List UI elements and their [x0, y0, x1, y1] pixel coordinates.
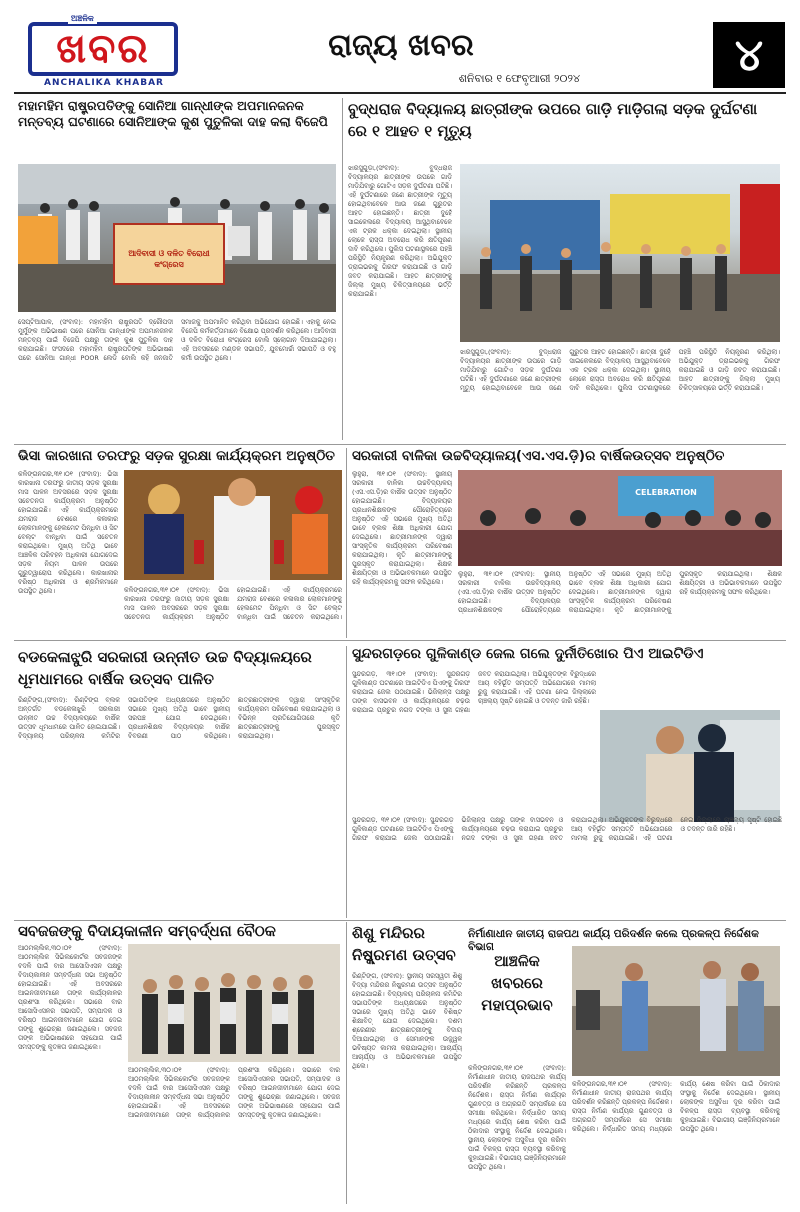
headline-a3[interactable]: ଭିସା କାରଖାନା ତରଫରୁ ସଡ଼କ ସୁରକ୍ଷା କାର୍ଯ୍ୟକ୍ରମ ଅନୁଷ୍ଠିତ	[18, 448, 335, 464]
page-number: ୪	[713, 22, 785, 88]
headline-a4[interactable]: ସରକାରୀ ବାଳିକା ଉଚ୍ଚବିଦ୍ୟାଳୟ(ଏସ.ଏସ.ଡ଼ି)ର ବାର୍ଷିକଉତ୍ସବ ଅନୁଷ୍ଠିତ	[352, 448, 725, 464]
column-divider	[346, 646, 347, 918]
highway-illustration	[572, 946, 780, 1076]
road-safety-illustration	[124, 470, 342, 580]
photo-highway-inspection[interactable]	[572, 946, 780, 1076]
promo-line-2: ଖବରରେ	[491, 974, 543, 992]
masthead-divider	[14, 92, 786, 94]
logo-badge: ଅଞ୍ଚଳିକ	[68, 14, 97, 24]
row-divider-1	[14, 444, 786, 445]
annual-function-illustration	[458, 470, 782, 566]
arrest-illustration	[600, 710, 780, 822]
headline-a1[interactable]: ମହାମହିମ ରାଷ୍ଟ୍ରପତିଙ୍କୁ ସୋନିଆ ଗାନ୍ଧୀଙ୍କ ଅପମାନଜନକ ମନ୍ତବ୍ୟ ଘଟଣାରେ ସୋନିଆଙ୍କ କୁଶ ପୁତୁଳିକା ଦାହ କଲା ବିଜେପି	[18, 98, 328, 129]
body-a4-col2: ଲୁହୁରା, ୩୧।୦୧ (ସଂବାଦ): ସ୍ଥାନୀୟ ସରକାରୀ ବାଳିକା ଉଚ୍ଚବିଦ୍ୟାଳୟ (ଏସ.ଏସ.ଡ଼ି)ର ବାର୍ଷିକ ଉତ୍ସବ ଅନୁଷ୍ଠିତ ହୋଇଯାଇଛି। ବିଦ୍ୟାଳୟର ପ୍ରଧାନଶିକ୍ଷକଙ୍କ ପୌରୋହିତ୍ୟରେ ଅନୁଷ୍ଠିତ ଏହି ସଭାରେ ମୁଖ୍ୟ ଅତିଥି ଭାବେ ବ୍ଲକ ଶିକ୍ଷା ଅଧିକାରୀ ଯୋଗ ଦେଇଥିଲେ। ଛାତ୍ରୀମାନଙ୍କ ଦ୍ୱାରା ସାଂସ୍କୃତିକ କାର୍ଯ୍ୟକ୍ରମ ପରିବେଷଣ କରାଯାଇଥିଲା। କୃତି ଛାତ୍ରୀମାନଙ୍କୁ ପୁରସ୍କୃତ କରାଯାଇଥିଲା। ଶିକ୍ଷକ ଶିକ୍ଷୟିତ୍ରୀ ଓ ଅଭିଭାବକମାନେ ଉପସ୍ଥିତ ରହି କାର୍ଯ୍ୟକ୍ରମକୁ ସଫଳ କରିଥିଲେ।	[458, 570, 782, 614]
body-a9-col2: କଳିଙ୍ଗନଗର,୩୧।୦୧ (ସଂବାଦ): ନିର୍ମାଣାଧୀନ ଜାତୀୟ ରାଜପଥର କାର୍ଯ୍ୟ ପରିଦର୍ଶନ କରିଛନ୍ତି ପ୍ରକଳ୍ପ ନିର୍ଦ୍ଦେଶକ। ରାସ୍ତା ନିର୍ମାଣ କାର୍ଯ୍ୟର ଗୁଣବତ୍ତା ଓ ଅଗ୍ରଗତି ସମ୍ପର୍କରେ ସେ ସମୀକ୍ଷା କରିଥିଲେ। ନିର୍ଦ୍ଧାରିତ ସମୟ ମଧ୍ୟରେ କାର୍ଯ୍ୟ ଶେଷ କରିବା ପାଇଁ ଠିକାଦାର ସଂସ୍ଥାକୁ ନିର୍ଦ୍ଦେଶ ଦେଇଥିଲେ। ସ୍ଥାନୀୟ ଲୋକଙ୍କ ଅସୁବିଧା ଦୂର କରିବା ପାଇଁ ବିକଳ୍ପ ରାସ୍ତା ବ୍ୟବସ୍ଥା କରିବାକୁ କୁହାଯାଇଛି। ବିଭାଗୀୟ ଇଞ୍ଜିନିୟରମାନେ ଉପସ୍ଥିତ ଥିଲେ।	[572, 1080, 780, 1133]
body-a2-col2: ଝାରସୁଗୁଡ଼ା,(ସଂବାଦ): ବୁଦ୍ଧରାଜ ବିଦ୍ୟାଳୟର ଛାତ୍ରୀଙ୍କ ଉପରେ ଗାଡ଼ି ମାଡ଼ିଯିବାରୁ ଗୋଟିଏ ସଡ଼କ ଦୁର୍ଘଟଣା ଘଟିଛି। ଏହି ଦୁର୍ଘଟଣାରେ ଜଣେ ଛାତ୍ରୀଙ୍କ ମୃତ୍ୟୁ ହୋଇଥିବାବେଳେ ଆଉ ଜଣେ ଗୁରୁତର ଆହତ ହୋଇଛନ୍ତି। ଛାତ୍ରୀ ଦୁହେଁ ସାଇକେଲରେ ବିଦ୍ୟାଳୟ ଆସୁଥିବାବେଳେ ଏକ ଟ୍ରକ ଧକ୍କା ଦେଇଥିଲା। ସ୍ଥାନୀୟ ଲୋକେ ରାସ୍ତା ଅବରୋଧ କରି କ୍ଷତିପୂରଣ ଦାବି କରିଥିଲେ। ପୁଲିସ ଘଟଣାସ୍ଥଳରେ ପହଞ୍ଚି ପରିସ୍ଥିତି ନିୟନ୍ତ୍ରଣ କରିଥିଲା। ଅଭିଯୁକ୍ତ ଡ୍ରାଇଭରକୁ ଗିରଫ କରାଯାଇଛି ଓ ଗାଡ଼ି ଜବତ କରାଯାଇଛି। ଆହତ ଛାତ୍ରୀଙ୍କୁ ଜିଲ୍ଲା ମୁଖ୍ୟ ଚିକିତ୍ସାଳୟରେ ଭର୍ତ୍ତି କରାଯାଇଛି।	[460, 348, 780, 392]
photo-accident[interactable]	[460, 164, 780, 342]
row-divider-3	[14, 920, 786, 921]
headline-a9[interactable]: ନିର୍ମାଣାଧୀନ ଜାତୀୟ ରାଜପଥ କାର୍ଯ୍ୟ ପରିଦର୍ଶନ କଲେ ପ୍ରକଳ୍ପ ନିର୍ଦ୍ଦେଶକ ବିଭାଗ	[468, 928, 759, 954]
headline-a2[interactable]: ବୁଦ୍ଧରାଜ ବିଦ୍ୟାଳୟ ଛାତ୍ରୀଙ୍କ ଉପରେ ଗାଡ଼ି ମାଡ଼ିଗଲା ସଡ଼କ ଦୁର୍ଘଟଣା ରେ ୧ ଆହତ ୧ ମୃତ୍ୟୁ	[348, 100, 758, 140]
logo-subtitle: ANCHALIKA KHABAR	[44, 78, 164, 88]
photo-annual-function[interactable]	[458, 470, 782, 566]
protest-illustration	[18, 164, 336, 312]
body-a2-col1: ଝାରସୁଗୁଡ଼ା,(ସଂବାଦ): ବୁଦ୍ଧରାଜ ବିଦ୍ୟାଳୟର ଛାତ୍ରୀଙ୍କ ଉପରେ ଗାଡ଼ି ମାଡ଼ିଯିବାରୁ ଗୋଟିଏ ସଡ଼କ ଦୁର୍ଘଟଣା ଘଟିଛି। ଏହି ଦୁର୍ଘଟଣାରେ ଜଣେ ଛାତ୍ରୀଙ୍କ ମୃତ୍ୟୁ ହୋଇଥିବାବେଳେ ଆଉ ଜଣେ ଗୁରୁତର ଆହତ ହୋଇଛନ୍ତି। ଛାତ୍ରୀ ଦୁହେଁ ସାଇକେଲରେ ବିଦ୍ୟାଳୟ ଆସୁଥିବାବେଳେ ଏକ ଟ୍ରକ ଧକ୍କା ଦେଇଥିଲା। ସ୍ଥାନୀୟ ଲୋକେ ରାସ୍ତା ଅବରୋଧ କରି କ୍ଷତିପୂରଣ ଦାବି କରିଥିଲେ। ପୁଲିସ ଘଟଣାସ୍ଥଳରେ ପହଞ୍ଚି ପରିସ୍ଥିତି ନିୟନ୍ତ୍ରଣ କରିଥିଲା। ଅଭିଯୁକ୍ତ ଡ୍ରାଇଭରକୁ ଗିରଫ କରାଯାଇଛି ଓ ଗାଡ଼ି ଜବତ କରାଯାଇଛି। ଆହତ ଛାତ୍ରୀଙ୍କୁ ଜିଲ୍ଲା ମୁଖ୍ୟ ଚିକିତ୍ସାଳୟରେ ଭର୍ତ୍ତି କରାଯାଇଛି।	[348, 164, 452, 298]
photo-road-safety[interactable]	[124, 470, 342, 580]
issue-date: ଶନିବାର ୧ ଫେବୃଆରୀ ୨୦୨୪	[458, 72, 580, 85]
body-a3-col1: କଳିଙ୍ଗନଗର,୩୧।୦୧ (ସଂବାଦ): ଭିସା କାରଖାନା ତରଫରୁ ଜାତୀୟ ସଡ଼କ ସୁରକ୍ଷା ମାସ ପାଳନ ଅବସରରେ ସଡ଼କ ସୁରକ୍ଷା ସଚେତନତା କାର୍ଯ୍ୟକ୍ରମ ଅନୁଷ୍ଠିତ ହୋଇଯାଇଛି। ଏହି କାର୍ଯ୍ୟକ୍ରମରେ ଯମରାଜ ବେଶରେ କଳାକାର ଲୋକମାନଙ୍କୁ ହେଲମେଟ ପିନ୍ଧିବା ଓ ସିଟ ବେଲ୍ଟ ବାନ୍ଧିବା ପାଇଁ ସଚେତନ କରାଇଥିଲେ। ମୁଖ୍ୟ ଅତିଥି ଭାବେ ଆଞ୍ଚଳିକ ପରିବହନ ଅଧିକାରୀ ଯୋଗଦେଇ ସଡ଼କ ନିୟମ ପାଳନ ଉପରେ ଗୁରୁତ୍ୱାରୋପ କରିଥିଲେ। କାରଖାନାର ବରିଷ୍ଠ ଅଧିକାରୀ ଓ ଶ୍ରମିକମାନେ ଉପସ୍ଥିତ ଥିଲେ।	[18, 470, 118, 595]
body-a7-col1: ଆଠମଲ୍ଲିକ,୩୦।୦୧ (ସଂବାଦ): ଆଠମଲ୍ଲିକ ସିଭିଲକୋର୍ଟର ସବଜଜଙ୍କ ବଦଳି ପାଇଁ ବାର ଆସୋସିଏସନ ପକ୍ଷରୁ ବିଦାୟକାଳୀନ ସମ୍ବର୍ଦ୍ଧନା ସଭା ଅନୁଷ୍ଠିତ ହୋଇଯାଇଛି। ଏହି ଅବସରରେ ଆଇନଜୀବୀମାନେ ତାଙ୍କ କାର୍ଯ୍ୟକାଳର ପ୍ରଶଂସା କରିଥିଲେ। ସଭାରେ ବାର ଆସୋସିଏସନର ସଭାପତି, ସମ୍ପାଦକ ଓ ବରିଷ୍ଠ ଆଇନଜୀବୀମାନେ ଯୋଗ ଦେଇ ତାଙ୍କୁ ଶୁଭେଚ୍ଛା ଜଣାଇଥିଲେ। ସବଜଜ ତାଙ୍କ ଅଭିଭାଷଣରେ ସହଯୋଗ ପାଇଁ ସମସ୍ତଙ୍କୁ କୃତଜ୍ଞତା ଜଣାଇଥିଲେ।	[18, 944, 122, 1051]
column-divider	[346, 448, 347, 638]
column-divider	[346, 922, 347, 1204]
body-a7-col2: ଆଠମଲ୍ଲିକ,୩୦।୦୧ (ସଂବାଦ): ଆଠମଲ୍ଲିକ ସିଭିଲକୋର୍ଟର ସବଜଜଙ୍କ ବଦଳି ପାଇଁ ବାର ଆସୋସିଏସନ ପକ୍ଷରୁ ବିଦାୟକାଳୀନ ସମ୍ବର୍ଦ୍ଧନା ସଭା ଅନୁଷ୍ଠିତ ହୋଇଯାଇଛି। ଏହି ଅବସରରେ ଆଇନଜୀବୀମାନେ ତାଙ୍କ କାର୍ଯ୍ୟକାଳର ପ୍ରଶଂସା କରିଥିଲେ। ସଭାରେ ବାର ଆସୋସିଏସନର ସଭାପତି, ସମ୍ପାଦକ ଓ ବରିଷ୍ଠ ଆଇନଜୀବୀମାନେ ଯୋଗ ଦେଇ ତାଙ୍କୁ ଶୁଭେଚ୍ଛା ଜଣାଇଥିଲେ। ସବଜଜ ତାଙ୍କ ଅଭିଭାଷଣରେ ସହଯୋଗ ପାଇଁ ସମସ୍ତଙ୍କୁ କୃତଜ୍ଞତା ଜଣାଇଥିଲେ।	[128, 1066, 340, 1119]
body-a6-col1: ସୁନ୍ଦରଗଡ଼, ୩୧।୦୧ (ସଂବାଦ): ସୁନ୍ଦରଗଡ଼ ଗୁଳିକାଣ୍ଡ ଘଟଣାରେ ଆଇଟିଡିଏ ପିଏଙ୍କୁ ଗିରଫ କରାଯାଇ ଜେଲ ପଠାଯାଇଛି। ଭିଜିଲାନ୍ସ ପକ୍ଷରୁ ତାଙ୍କ ବାସଭବନ ଓ କାର୍ଯ୍ୟାଳୟରେ ଚଢ଼ଉ କରାଯାଇ ପ୍ରଚୁର ନଗଦ ଟଙ୍କା ଓ ସୁନା ଗହଣା ଜବତ କରାଯାଇଥିଲା। ଅଭିଯୁକ୍ତଙ୍କ ବିରୁଦ୍ଧରେ ଆୟ ବହିର୍ଭୂତ ସମ୍ପତ୍ତି ଅଭିଯୋଗରେ ମାମଲା ରୁଜୁ କରାଯାଇଛି। ଏହି ଘଟଣା ନେଇ ଜିଲ୍ଲାରେ ଚାଞ୍ଚଲ୍ୟ ସୃଷ୍ଟି ହୋଇଛି ଓ ତଦନ୍ତ ଜାରି ରହିଛି।	[352, 670, 596, 714]
column-divider	[342, 98, 343, 440]
body-a5: ରିଣ୍ଟିଙ୍ଗ,(ସଂବାଦ): ରିଣ୍ଟିଙ୍ଗ ବ୍ଲକ ଅନ୍ତର୍ଗତ ବଡକେଳାଝୁରି ସରକାରୀ ଉନ୍ନୀତ ଉଚ୍ଚ ବିଦ୍ୟାଳୟରେ ବାର୍ଷିକ ଉତ୍ସବ ଧୂମଧାମରେ ପାଳିତ ହୋଇଯାଇଛି। ବିଦ୍ୟାଳୟ ପରିଚାଳନା କମିଟିର ସଭାପତିଙ୍କ ଅଧ୍ୟକ୍ଷତାରେ ଅନୁଷ୍ଠିତ ସଭାରେ ମୁଖ୍ୟ ଅତିଥି ଭାବେ ସ୍ଥାନୀୟ ସରପଞ୍ଚ ଯୋଗ ଦେଇଥିଲେ। ପ୍ରଧାନଶିକ୍ଷକ ବିଦ୍ୟାଳୟର ବାର୍ଷିକ ବିବରଣୀ ପାଠ କରିଥିଲେ। ଛାତ୍ରଛାତ୍ରୀଙ୍କ ଦ୍ୱାରା ସାଂସ୍କୃତିକ କାର୍ଯ୍ୟକ୍ରମ ପରିବେଷଣ କରାଯାଇଥିଲା ଓ ବିଭିନ୍ନ ପ୍ରତିଯୋଗିତାରେ କୃତି ଛାତ୍ରଛାତ୍ରୀଙ୍କୁ ପୁରସ୍କୃତ କରାଯାଇଥିଲା।	[18, 696, 340, 740]
logo-text: ଖବର	[28, 22, 178, 76]
masthead	[0, 0, 800, 92]
body-a8: ରିଣ୍ଟିଙ୍ଗ, (ସଂବାଦ): ସ୍ଥାନୀୟ ସରସ୍ୱତୀ ଶିଶୁ ବିଦ୍ୟା ମନ୍ଦିରର ନିଷ୍କ୍ରମଣ ଉତ୍ସବ ଅନୁଷ୍ଠିତ ହୋଇଯାଇଛି। ବିଦ୍ୟାଳୟ ପରିଚାଳନା କମିଟିର ସଭାପତିଙ୍କ ଅଧ୍ୟକ୍ଷତାରେ ଅନୁଷ୍ଠିତ ସଭାରେ ମୁଖ୍ୟ ଅତିଥି ଭାବେ ବିଶିଷ୍ଟ ଶିକ୍ଷାବିତ୍ ଯୋଗ ଦେଇଥିଲେ। ଦଶମ ଶ୍ରେଣୀର ଛାତ୍ରଛାତ୍ରୀଙ୍କୁ ବିଦାୟ ଦିଆଯାଇଥିଲା ଓ ସେମାନଙ୍କ ଉଜ୍ଜ୍ୱଳ ଭବିଷ୍ୟତ କାମନା କରାଯାଇଥିଲା। ଆଚାର୍ଯ୍ୟ ଆଚାର୍ଯ୍ୟା ଓ ଅଭିଭାବକମାନେ ଉପସ୍ଥିତ ଥିଲେ।	[352, 972, 462, 1070]
body-a9-col1: କଳିଙ୍ଗନଗର,୩୧।୦୧ (ସଂବାଦ): ନିର୍ମାଣାଧୀନ ଜାତୀୟ ରାଜପଥର କାର୍ଯ୍ୟ ପରିଦର୍ଶନ କରିଛନ୍ତି ପ୍ରକଳ୍ପ ନିର୍ଦ୍ଦେଶକ। ରାସ୍ତା ନିର୍ମାଣ କାର୍ଯ୍ୟର ଗୁଣବତ୍ତା ଓ ଅଗ୍ରଗତି ସମ୍ପର୍କରେ ସେ ସମୀକ୍ଷା କରିଥିଲେ। ନିର୍ଦ୍ଧାରିତ ସମୟ ମଧ୍ୟରେ କାର୍ଯ୍ୟ ଶେଷ କରିବା ପାଇଁ ଠିକାଦାର ସଂସ୍ଥାକୁ ନିର୍ଦ୍ଦେଶ ଦେଇଥିଲେ। ସ୍ଥାନୀୟ ଲୋକଙ୍କ ଅସୁବିଧା ଦୂର କରିବା ପାଇଁ ବିକଳ୍ପ ରାସ୍ତା ବ୍ୟବସ୍ଥା କରିବାକୁ କୁହାଯାଇଛି। ବିଭାଗୀୟ ଇଞ୍ଜିନିୟରମାନେ ଉପସ୍ଥିତ ଥିଲେ।	[468, 1064, 566, 1171]
promo-line-3: ମହାପ୍ରଭାବ	[481, 996, 553, 1014]
body-a6-col2: ସୁନ୍ଦରଗଡ଼, ୩୧।୦୧ (ସଂବାଦ): ସୁନ୍ଦରଗଡ଼ ଗୁଳିକାଣ୍ଡ ଘଟଣାରେ ଆଇଟିଡିଏ ପିଏଙ୍କୁ ଗିରଫ କରାଯାଇ ଜେଲ ପଠାଯାଇଛି। ଭିଜିଲାନ୍ସ ପକ୍ଷରୁ ତାଙ୍କ ବାସଭବନ ଓ କାର୍ଯ୍ୟାଳୟରେ ଚଢ଼ଉ କରାଯାଇ ପ୍ରଚୁର ନଗଦ ଟଙ୍କା ଓ ସୁନା ଗହଣା ଜବତ କରାଯାଇଥିଲା। ଅଭିଯୁକ୍ତଙ୍କ ବିରୁଦ୍ଧରେ ଆୟ ବହିର୍ଭୂତ ସମ୍ପତ୍ତି ଅଭିଯୋଗରେ ମାମଲା ରୁଜୁ କରାଯାଇଛି। ଏହି ଘଟଣା ନେଇ ଜିଲ୍ଲାରେ ଚାଞ୍ଚଲ୍ୟ ସୃଷ୍ଟି ହୋଇଛି ଓ ତଦନ୍ତ ଜାରି ରହିଛି।	[352, 816, 782, 842]
body-a4-col1: ଲୁହୁରା, ୩୧।୦୧ (ସଂବାଦ): ସ୍ଥାନୀୟ ସରକାରୀ ବାଳିକା ଉଚ୍ଚବିଦ୍ୟାଳୟ (ଏସ.ଏସ.ଡ଼ି)ର ବାର୍ଷିକ ଉତ୍ସବ ଅନୁଷ୍ଠିତ ହୋଇଯାଇଛି। ବିଦ୍ୟାଳୟର ପ୍ରଧାନଶିକ୍ଷକଙ୍କ ପୌରୋହିତ୍ୟରେ ଅନୁଷ୍ଠିତ ଏହି ସଭାରେ ମୁଖ୍ୟ ଅତିଥି ଭାବେ ବ୍ଲକ ଶିକ୍ଷା ଅଧିକାରୀ ଯୋଗ ଦେଇଥିଲେ। ଛାତ୍ରୀମାନଙ୍କ ଦ୍ୱାରା ସାଂସ୍କୃତିକ କାର୍ଯ୍ୟକ୍ରମ ପରିବେଷଣ କରାଯାଇଥିଲା। କୃତି ଛାତ୍ରୀମାନଙ୍କୁ ପୁରସ୍କୃତ କରାଯାଇଥିଲା। ଶିକ୍ଷକ ଶିକ୍ଷୟିତ୍ରୀ ଓ ଅଭିଭାବକମାନେ ଉପସ୍ଥିତ ରହି କାର୍ଯ୍ୟକ୍ରମକୁ ସଫଳ କରିଥିଲେ।	[352, 470, 452, 586]
headline-a5[interactable]: ବଡକେଳାଝୁରି ସରକାରୀ ଉନ୍ନୀତ ଉଚ୍ଚ ବିଦ୍ୟାଳୟରେ ଧୂମଧାମରେ ବାର୍ଷିକ ଉତ୍ସବ ପାଳିତ	[18, 648, 312, 688]
photo-protest[interactable]	[18, 164, 336, 312]
farewell-illustration	[128, 944, 340, 1062]
headline-a7[interactable]: ସବଜଜଙ୍କୁ ବିଦାୟକାଳୀନ ସମ୍ବର୍ଦ୍ଧନା ବୈଠକ	[18, 922, 276, 940]
section-title: ରାଜ୍ୟ ଖବର	[328, 28, 474, 63]
body-a1: ସେପ୍ଟିଆପାଳ, (ସଂବାଦ): ମହାମହିମ ରାଷ୍ଟ୍ରପତି ଦ୍ରୌପଦୀ ମୁର୍ମୁଙ୍କ ଅଭିଭାଷଣ ପରେ ସୋନିଆ ଗାନ୍ଧୀଙ୍କ ଅପମାନଜନକ ମନ୍ତବ୍ୟ ପାଇଁ ବିଜେପି ପକ୍ଷରୁ ତାଙ୍କ କୁଶ ପୁତୁଳିକା ଦାହ କରାଯାଇଛି। ସଂସଦରେ ମହାମହିମ ରାଷ୍ଟ୍ରପତିଙ୍କ ଅଭିଭାଷଣ ପରେ ସୋନିଆ ଗାନ୍ଧୀ POOR ଲେଡି ବୋଲି କହି ଜନଜାତି ସମାଜକୁ ଅପମାନିତ କରିଥିବା ଅଭିଯୋଗ ହୋଇଛି। ଏହାକୁ ନେଇ ବିଜେପି କର୍ମକର୍ତ୍ତାମାନେ ବିକ୍ଷୋଭ ପ୍ରଦର୍ଶନ କରିଥିଲେ। ଆଦିବାସୀ ଓ ଦଳିତ ବିରୋଧୀ କଂଗ୍ରେସ ବୋଲି ସ୍ଲୋଗାନ ଦିଆଯାଇଥିଲା। ଏହି ଅବସରରେ ମଣ୍ଡଳ ସଭାପତି, ଯୁବମୋର୍ଚ୍ଚା ସଭାପତି ଓ ବହୁ କର୍ମୀ ଉପସ୍ଥିତ ଥିଲେ।	[18, 318, 336, 362]
protest-banner: ଆଦିବାସୀ ଓ ଦଳିତ ବିରୋଧୀ କଂଗ୍ରେସ	[128, 249, 210, 269]
body-a3-col2: କଳିଙ୍ଗନଗର,୩୧।୦୧ (ସଂବାଦ): ଭିସା କାରଖାନା ତରଫରୁ ଜାତୀୟ ସଡ଼କ ସୁରକ୍ଷା ମାସ ପାଳନ ଅବସରରେ ସଡ଼କ ସୁରକ୍ଷା ସଚେତନତା କାର୍ଯ୍ୟକ୍ରମ ଅନୁଷ୍ଠିତ ହୋଇଯାଇଛି। ଏହି କାର୍ଯ୍ୟକ୍ରମରେ ଯମରାଜ ବେଶରେ କଳାକାର ଲୋକମାନଙ୍କୁ ହେଲମେଟ ପିନ୍ଧିବା ଓ ସିଟ ବେଲ୍ଟ ବାନ୍ଧିବା ପାଇଁ ସଚେତନ କରାଇଥିଲେ।	[124, 586, 342, 621]
headline-a6[interactable]: ସୁନ୍ଦରଗଡ଼ରେ ଗୁଳିକାଣ୍ଡ ଜେଲ ଗଲେ ଦୁର୍ନୀତିଖୋର ପିଏ ଆଇଟିଡିଏ	[352, 646, 704, 662]
headline-a8[interactable]: ଶିଶୁ ମନ୍ଦିରର ନିଷ୍କ୍ରମଣ ଉତ୍ସବ	[352, 924, 456, 964]
row-divider-2	[14, 640, 786, 641]
photo-arrest[interactable]	[600, 710, 780, 822]
photo-farewell[interactable]	[128, 944, 340, 1062]
promo-box[interactable]	[468, 950, 566, 1060]
promo-line-1: ଆଞ୍ଚଳିକ	[494, 952, 540, 970]
celebration-banner: CELEBRATION	[635, 488, 697, 497]
newspaper-logo[interactable]	[14, 14, 196, 88]
accident-illustration	[460, 164, 780, 342]
